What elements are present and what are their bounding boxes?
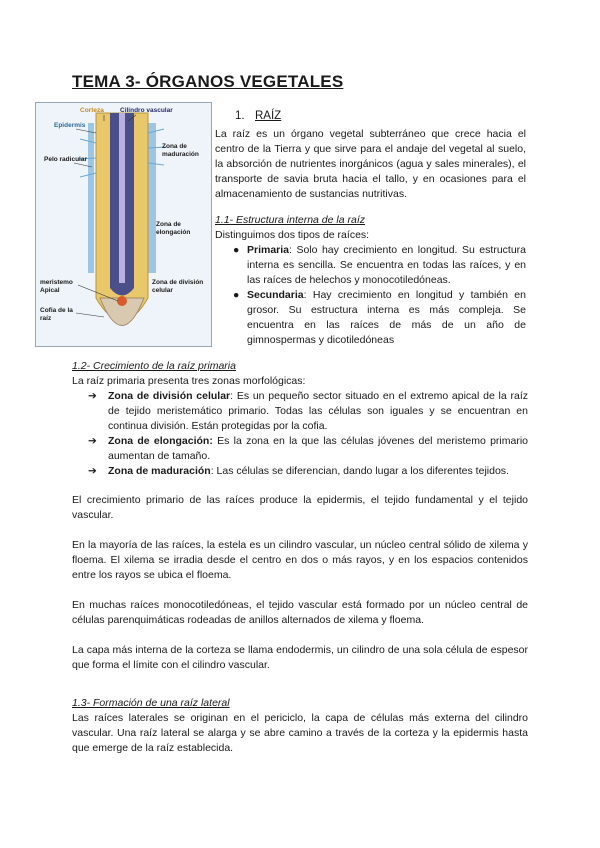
zona-elongacion-term: Zona de elongación: <box>108 435 213 447</box>
label-pelo: Pelo radicular <box>44 156 87 163</box>
paragraph-estela: En la mayoría de las raíces, la estela es un cilindro vascular, un núcleo central sólido de xilema y floema. El xilema se irradia desde el centro en dos o más rayos, y en los espacios contenidos entre los rayos se ubica el floema. <box>72 539 528 581</box>
apical-meristem-mark <box>117 296 127 306</box>
estructura-heading: 1.1- Estructura interna de la raíz <box>215 214 365 226</box>
section-number: 1. <box>235 110 245 122</box>
raiz-intro: La raíz es un órgano vegetal subterráneo que crece hacia el centro de la Tierra y que sirve para el andaje del vegetal al suelo, la absorción de nutrientes inorgánicos (agua y sales minerales), el transporte de savia bruta hacia el tallo, y en ocasiones para el almacenamiento de sustancias nutritivas. <box>215 128 526 200</box>
label-elongacion: Zona de elongación <box>156 221 191 236</box>
zona-division-text <box>108 389 528 434</box>
lateral-text: Las raíces laterales se originan en el periciclo, la capa de células más externa del cilindro vascular. Una raíz lateral se alarga y se abre camino a través de la corteza y la epidermis hasta que emerge de la raíz establecida. <box>72 712 528 754</box>
section-lateral <box>72 696 528 756</box>
bullet-secundaria-text <box>247 288 526 348</box>
label-cilindro: Cilindro vascular <box>120 107 173 114</box>
crecimiento-lead: La raíz primaria presenta tres zonas morfológicas: <box>72 375 306 387</box>
zona-division-term: Zona de división celular <box>108 390 231 402</box>
zona-division <box>88 389 528 434</box>
zona-elongacion <box>88 434 528 464</box>
crecimiento-heading: 1.2- Crecimiento de la raíz primaria <box>72 360 236 372</box>
label-corteza: Corteza <box>80 107 104 114</box>
bullet-dot: ● <box>233 289 240 301</box>
zonas-list <box>72 389 528 479</box>
label-epidermis: Epidermis <box>54 122 86 129</box>
epidermis-band <box>148 123 156 273</box>
label-maduracion: Zona de maduración <box>162 143 199 158</box>
zona-maduracion-text <box>108 464 509 479</box>
arrow-icon: ➔ <box>88 390 97 402</box>
bullet-primaria-term: Primaria <box>247 244 290 256</box>
paragraph-monocot: En muchas raíces monocotiledóneas, el tejido vascular está formado por un núcleo central de células parenquimáticas rodeadas de anillos alternados de xilema y floema. <box>72 599 528 626</box>
bullet-primaria-text <box>247 243 526 288</box>
label-division: Zona de división celular <box>152 279 204 294</box>
zona-maduracion-term: Zona de maduración <box>108 465 211 477</box>
zona-maduracion <box>88 464 528 479</box>
section-crecimiento <box>72 359 528 673</box>
paragraph-crecimiento: El crecimiento primario de las raíces produce la epidermis, el tejido fundamental y el tejido vascular. <box>72 494 528 521</box>
section-heading-raiz <box>215 108 526 124</box>
arrow-icon: ➔ <box>88 435 97 447</box>
section-raiz <box>215 108 526 202</box>
zona-division-desc: : Es un pequeño sector situado en el extremo apical de la raíz de tejido meristemático primario. Todas las células son iguales y se encuentran en continua división. Están protegidas por la cofia. <box>108 390 528 432</box>
page-title: TEMA 3- ÓRGANOS VEGETALES <box>72 72 344 91</box>
zona-maduracion-desc: : Las células se diferencian, dando lugar a los diferentes tejidos. <box>210 465 509 477</box>
bullet-secundaria-desc: : Hay crecimiento en longitud y también en grosor. Su estructura interna es más compleja. Se encuentra en las raíces de más de un año de gimnospermas y dicotiledóneas <box>247 289 526 346</box>
label-cofia: Cofia de la raíz <box>40 307 73 322</box>
section-estructura <box>215 213 526 348</box>
bullet-primaria <box>215 243 526 288</box>
label-meristemo: meristemo Apical <box>40 279 73 294</box>
bullet-secundaria-term: Secundaria <box>247 289 304 301</box>
zona-elongacion-desc: Es la zona en la que las células jóvenes del meristemo primario aumentan de tamaño. <box>108 435 528 462</box>
section-title: RAÍZ <box>255 110 282 122</box>
estructura-lead: Distinguimos dos tipos de raíces: <box>215 229 370 241</box>
bullet-secundaria <box>215 288 526 348</box>
root-diagram <box>35 102 212 347</box>
zona-elongacion-text <box>108 434 528 464</box>
epidermis-band-left <box>88 123 94 273</box>
paragraph-endodermis: La capa más interna de la corteza se llama endodermis, un cilindro de una sola célula de espesor que forma el límite con el cilindro vascular. <box>72 644 528 671</box>
bullet-primaria-desc: : Solo hay crecimiento en longitud. Su estructura interna es sencilla. Se encuentra en todas las raíces, y en las raíces de helechos y monocotiledóneas. <box>247 244 526 286</box>
bullet-dot: ● <box>233 244 240 256</box>
arrow-icon: ➔ <box>88 465 97 477</box>
lateral-heading: 1.3- Formación de una raíz lateral <box>72 697 230 709</box>
